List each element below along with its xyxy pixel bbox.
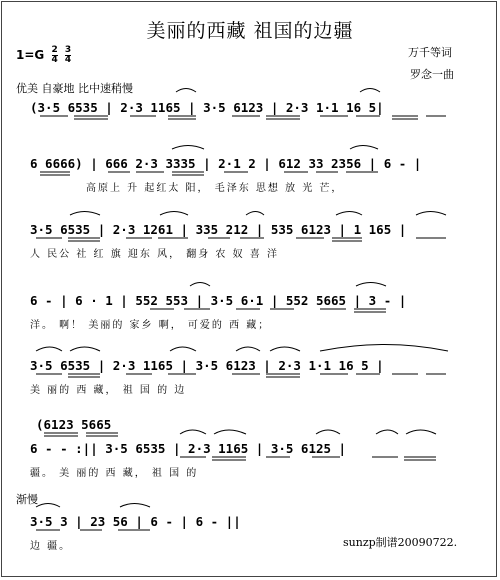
notation-row-7: 3·5 3 | 23 56 | 6 - | 6 - || bbox=[30, 514, 241, 529]
lyrics-row-6: 疆。 美 丽的 西 藏， 祖 国 的 bbox=[30, 468, 199, 479]
notation-row-2: 6 6666) | 666 2·3 3335 | 2·1 2 | 612 33 2356 | 6 - | bbox=[30, 156, 422, 171]
ritardando-marking: 渐慢 bbox=[16, 493, 38, 506]
lyrics-row-4: 洋。 啊！ 美丽的 家乡 啊， 可爱的 西 藏； bbox=[30, 320, 271, 331]
tempo-marking: 优美 自豪地 比中速稍慢 bbox=[16, 82, 133, 95]
composer-credit: 罗念一曲 bbox=[410, 68, 454, 81]
time-signature-1: $\frac{2}{4}$ bbox=[51, 45, 58, 65]
lyrics-row-2: 高原上 升 起红太 阳， 毛泽东 思想 放 光 芒， bbox=[86, 183, 344, 194]
notation-row-3: 3·5 6535 | 2·3 1261 | 335 212 | 535 6123 | 1 165 | bbox=[30, 222, 407, 237]
notation-row-4: 6 - | 6 · 1 | 552 553 | 3·5 6·1 | 552 5665 | 3 - | bbox=[30, 293, 407, 308]
notation-row-1: (3·5 6535 | 2·3 1165 | 3·5 6123 | 2·3 1·1 16 5| bbox=[30, 100, 384, 115]
lyricist-credit: 万千等词 bbox=[408, 46, 452, 59]
notation-row-5: 3·5 6535 | 2·3 1165 | 3·5 6123 | 2·3 1·1 16 5 | bbox=[30, 358, 384, 373]
song-title: 美丽的西藏 祖国的边疆 bbox=[146, 20, 354, 42]
transcriber-signature: sunzp制谱20090722. bbox=[343, 536, 458, 549]
notation-row-6-upper: (6123 5665 bbox=[36, 417, 112, 432]
lyrics-row-7: 边 疆。 bbox=[30, 541, 72, 552]
lyrics-row-5: 美 丽的 西 藏， 祖 国 的 边 bbox=[30, 385, 187, 396]
notation-row-6: 6 - - :|| 3·5 6535 | 2·3 1165 | 3·5 6125 | bbox=[30, 441, 347, 456]
lyrics-row-3: 人 民公 社 红 旗 迎东 风， 翻身 农 奴 喜 洋 bbox=[30, 249, 279, 260]
time-signature-2: $\frac{3}{4}$ bbox=[64, 45, 72, 65]
key-signature: 1=G bbox=[16, 48, 45, 62]
